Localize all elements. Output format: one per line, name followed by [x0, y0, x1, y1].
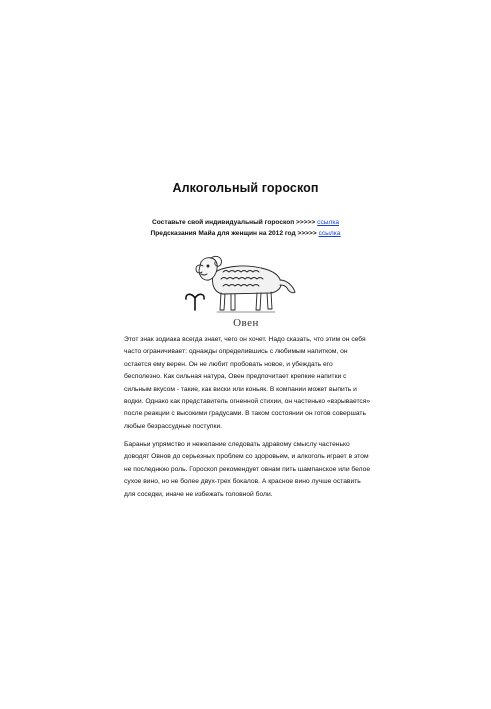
paragraph: Этот знак зодиака всегда знает, чего он хочет. Надо сказать, что этим он себя часто ограничивает: однажды определившись с любимым напитком, он остается ему верен. Он не любит пробовать новое, и убеждать его бесполезно. Как сильная натура, Овен предпочитает крепкие напитки с сильным вкусом - такие, как виски или коньяк. В компании может выпить и водки. Однако как представитель огненной стихии, он частенько «взрывается» после реакции с высокими градусами. В таком состоянии он готов совершать любые безрассудные поступки.: [124, 336, 371, 430]
paragraph: Бараньи упрямство и нежелание следовать здравому смыслу частенько доводят Овнов до серьезных проблем со здоровьем, и алкоголь играет в этом не последнюю роль. Гороскоп рекомендует овнам пить шампанское или белое сухое вино, но не более двух-трех бокалов. А красное вино лучше оставить для соседки, иначе не избежать головной боли.: [124, 441, 371, 498]
promo-text: Предсказания Майа для женщин на 2012 год >>>>>: [150, 230, 319, 237]
promo-line-horoscope: [0, 219, 491, 226]
horoscope-link[interactable]: ссылка: [317, 219, 340, 226]
maya-predictions-link[interactable]: ссылка: [318, 230, 341, 237]
ram-zodiac-illustration: [183, 252, 301, 318]
promo-text: Составьте свой индивидуальный гороскоп >>>>>: [151, 219, 318, 226]
page-title: Алкогольный гороскоп: [172, 181, 319, 195]
aries-symbol-icon: [186, 294, 204, 310]
zodiac-sign-caption: Овен: [233, 317, 259, 329]
promo-line-maya: [0, 230, 491, 237]
